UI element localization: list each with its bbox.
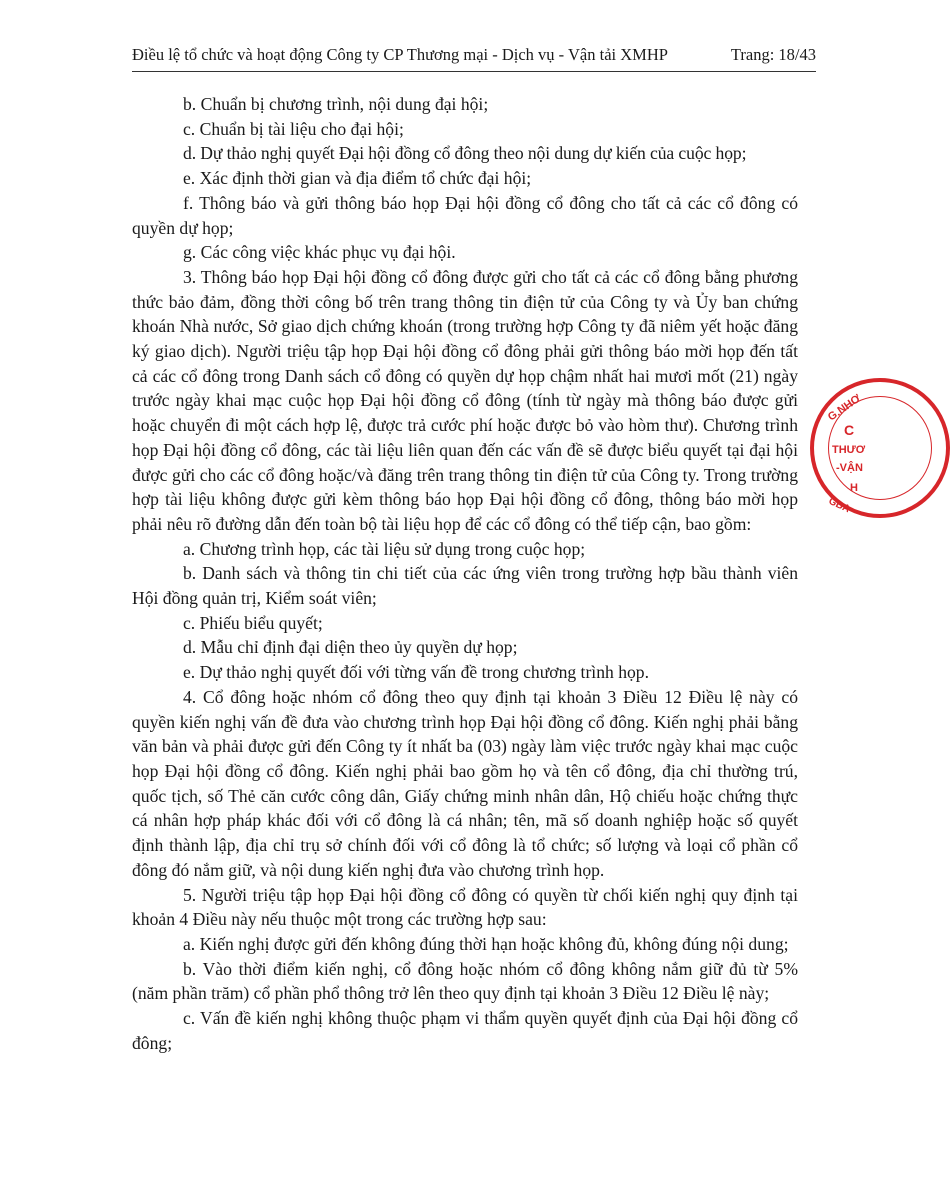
paragraph-c-out-of-scope: c. Vấn đề kiến nghị không thuộc phạm vi thẩm quyền quyết định của Đại hội đồng cổ đông; <box>132 1008 798 1053</box>
paragraph-e-time-place: e. Xác định thời gian và địa điểm tổ chức đại hội; <box>183 168 532 189</box>
paragraph-3-meeting-notice: 3. Thông báo họp Đại hội đồng cổ đông được gửi cho tất cả các cổ đông bằng phương thức bảo đảm, đồng thời công bố trên trang thông tin điện tử của Công ty và Ủy ban chứng khoán Nhà nước, Sở giao dịch chứng khoán (trong trường hợp Công ty đã niêm yết hoặc đăng ký giao dịch). Người triệu tập họp Đại hội đồng cổ đông phải gửi thông báo mời họp đến tất cả các cổ đông trong Danh sách cổ đông có quyền dự họp chậm nhất hai mươi mốt (21) ngày trước ngày khai mạc cuộc họp Đại hội đồng cổ đông (tính từ ngày mà thông báo được gửi hoặc chuyển đi một cách hợp lệ, được trả cước phí hoặc được bỏ vào hòm thư). Chương trình họp Đại hội đồng cổ đông, các tài liệu liên quan đến các vấn đề sẽ được biểu quyết tại đại hội được gửi cho các cổ đông hoặc/và đăng trên trang thông tin điện tử của Công ty. Trong trường hợp tài liệu không được gửi kèm thông báo họp Đại hội đồng cổ đông, thông báo mời họp phải nêu rõ đường dẫn đến toàn bộ tài liệu họp để các cổ đông có thể tiếp cận, bao gồm: <box>132 266 798 534</box>
header-title: Điều lệ tổ chức và hoạt động Công ty CP Thương mại - Dịch vụ - Vận tải XMHP <box>132 45 668 64</box>
document-body <box>132 92 798 1055</box>
paragraph-d-proxy-form: d. Mẫu chỉ định đại diện theo ủy quyền dự họp; <box>183 637 518 658</box>
paragraph-c-prepare-documents: c. Chuẩn bị tài liệu cho đại hội; <box>183 118 404 139</box>
paragraph-b-prepare-program: b. Chuẩn bị chương trình, nội dung đại hội; <box>183 94 489 114</box>
seal-text: THƯƠ <box>832 444 866 456</box>
seal-text: -VẬN <box>836 462 863 474</box>
seal-text: C <box>844 422 855 438</box>
paragraph-c-voting-ballot: c. Phiếu biểu quyết; <box>183 612 323 633</box>
paragraph-f-notice: f. Thông báo và gửi thông báo họp Đại hội đồng cổ đông cho tất cả các cổ đông có quyền dự họp; <box>132 192 798 238</box>
paragraph-g-other-tasks: g. Các công việc khác phục vụ đại hội. <box>183 242 456 263</box>
seal-text: G.NHƠ <box>825 392 863 424</box>
paragraph-d-draft-resolution: d. Dự thảo nghị quyết Đại hội đồng cổ đông theo nội dung dự kiến của cuộc họp; <box>183 143 747 164</box>
seal-text: GBA <box>826 495 852 516</box>
paragraph-b-insufficient-shares: b. Vào thời điểm kiến nghị, cổ đông hoặc nhóm cổ đông không nắm giữ đủ từ 5% (năm phần trăm) cổ phần phổ thông trở lên theo quy định tại khoản 3 Điều 12 Điều lệ này; <box>132 958 798 1004</box>
paragraph-4-shareholder-proposals: 4. Cổ đông hoặc nhóm cổ đông theo quy định tại khoản 3 Điều 12 Điều lệ này có quyền kiến nghị vấn đề đưa vào chương trình họp Đại hội đồng cổ đông. Kiến nghị phải bằng văn bản và phải được gửi đến Công ty ít nhất ba (03) ngày làm việc trước ngày khai mạc cuộc họp Đại hội đồng cổ đông. Kiến nghị phải bao gồm họ và tên cổ đông, địa chỉ thường trú, quốc tịch, số Thẻ căn cước công dân, Giấy chứng minh nhân dân, Hộ chiếu hoặc chứng thực cá nhân hợp pháp khác đối với cổ đông là cá nhân; tên, mã số doanh nghiệp hoặc số quyết định thành lập, địa chỉ trụ sở chính đối với cổ đông là tổ chức; số lượng và loại cổ phần cổ đông đó nắm giữ, và nội dung kiến nghị đưa vào chương trình họp. <box>132 686 798 880</box>
paragraph-a-agenda: a. Chương trình họp, các tài liệu sử dụng trong cuộc họp; <box>183 538 586 559</box>
paragraph-5-refuse-proposals: 5. Người triệu tập họp Đại hội đồng cổ đông có quyền từ chối kiến nghị quy định tại khoản 4 Điều này nếu thuộc một trong các trường hợp sau: <box>132 884 798 930</box>
paragraph-a-late-proposal: a. Kiến nghị được gửi đến không đúng thời hạn hoặc không đủ, không đúng nội dung; <box>183 933 789 954</box>
page-number: Trang: 18/43 <box>730 45 816 64</box>
header-divider <box>132 71 816 72</box>
page-header <box>132 44 816 66</box>
seal-text: H <box>850 482 858 494</box>
paragraph-b-candidate-list: b. Danh sách và thông tin chi tiết của các ứng viên trong trường hợp bầu thành viên Hội đồng quản trị, Kiểm soát viên; <box>132 563 798 609</box>
paragraph-e-draft-resolutions: e. Dự thảo nghị quyết đối với từng vấn đề trong chương trình họp. <box>183 662 649 683</box>
company-seal-stamp <box>810 378 950 518</box>
